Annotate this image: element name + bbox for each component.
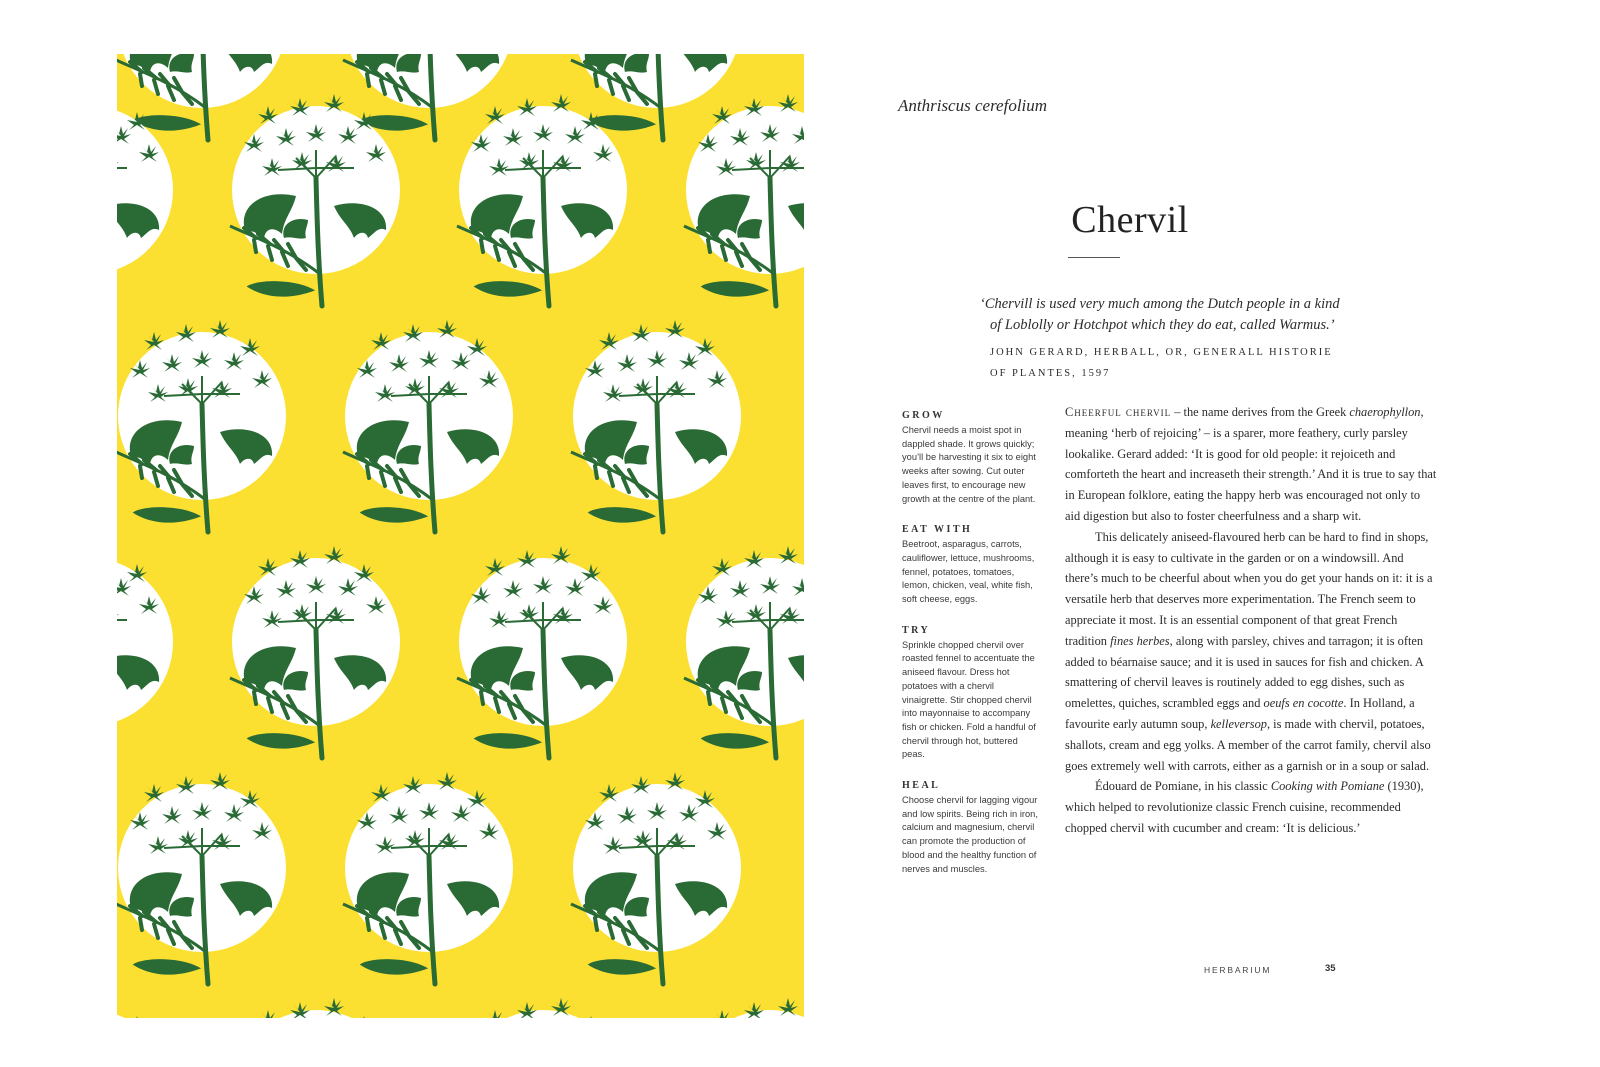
chervil-flower-icon [571,772,741,984]
epigraph-quote [980,294,1360,336]
lead-in: Cheerful chervil [1065,405,1172,419]
page-title: Chervil [1071,199,1189,241]
sidebar-section-eat-with [902,524,1042,607]
chervil-flower-icon [457,998,627,1018]
attribution-line: JOHN GERARD, HERBALL, OR, GENERALL HISTORIE [990,347,1333,358]
chervil-flower-icon [117,772,286,984]
chervil-pattern-illustration [117,54,804,1018]
italic-term: fines herbes [1110,633,1170,648]
chervil-flower-icon [230,546,400,758]
text-run: – the name derives from the Greek [1171,405,1350,419]
body-text [1065,402,1437,839]
latin-name: Anthriscus cerefolium [898,96,1048,115]
text-run: , along with parsley, chives and tarragon; it is often added to béarnaise sauce; and it is used in sauces for fish and chicken. A smattering of chervil leaves is routinely added to egg dishes, such as omelettes, quiches, scrambled eggs and [1065,633,1424,711]
chervil-flower-icon [343,772,513,984]
chervil-pattern-svg [117,54,804,1018]
text-run: . In Holland, a favourite early autumn soup, [1065,696,1415,731]
chervil-flower-icon [117,546,173,758]
italic-term: chaerophyllon [1349,405,1421,419]
sidebar-heading: TRY [902,624,931,636]
sidebar-text: Beetroot, asparagus, carrots, cauliflower, lettuce, mushrooms, fennel, potatoes, tomatoes, lemon, chicken, veal, white fish, soft cheese, eggs. [902,539,1035,605]
text-run: (1930), which helped to revolutionize classic French cuisine, recommended chopped chervil with cucumber and cream: ‘It is delicious.’ [1065,779,1424,835]
epigraph-attribution [990,342,1360,384]
chervil-flower-icon [684,998,804,1018]
body-paragraph [1065,402,1437,527]
sidebar-text: Chervil needs a moist spot in dappled shade. It grows quickly; you’ll be harvesting it six to eight weeks after sowing. Cut outer leaves first, to encourage new growth at the centre of the plant. [902,425,1036,504]
text-run: Édouard de Pomiane, in his classic [1095,779,1271,794]
text-run: , meaning ‘herb of rejoicing’ – is a sparer, more feathery, curly parsley lookalike. Gerard added: ‘It is good for old people: it rejoiceth and comforteth the heart and increaseth their strength.’ And it is true to say that in European folklore, eating the happy herb was encouraged not only to aid digestion but also to foster cheerfulness and a sharp wit. [1065,405,1437,523]
sidebar-text: Choose chervil for lagging vigour and low spirits. Being rich in iron, calcium and magnesium, chervil can promote the production of blood and the healthy function of nerves and muscles. [902,795,1038,874]
title-rule [1068,257,1120,258]
epigraph [980,294,1360,384]
sidebar-section-grow [902,410,1042,506]
running-footer: HERBARIUM [1204,965,1272,975]
chervil-flower-icon [684,94,804,306]
attribution-line: OF PLANTES, 1597 [990,368,1111,379]
italic-term: oeufs en cocotte [1263,696,1344,711]
sidebar-text: Sprinkle chopped chervil over roasted fennel to accentuate the aniseed flavour. Dress hot potatoes with a chervil vinaigrette. Stir chopped chervil into mayonnaise to accompany fish or chicken. Fold a handful of chervil through hot, buttered peas. [902,639,1036,760]
chervil-flower-icon [117,320,286,532]
chervil-flower-icon [117,998,173,1018]
chervil-flower-icon [230,998,400,1018]
sidebar-heading: HEAL [902,780,941,792]
italic-term: Cooking with Pomiane [1270,779,1385,794]
body-paragraph [1065,776,1437,838]
pattern-group [117,54,804,1018]
chervil-flower-icon [457,546,627,758]
sidebar-section-heal [902,780,1042,876]
sidebar [902,410,1042,894]
sidebar-section-try [902,625,1042,762]
body-paragraph [1065,527,1437,777]
chervil-flower-icon [343,320,513,532]
text-run: This delicately aniseed-flavoured herb can be hard to find in shops, although it is easy to cultivate in the garden or on a windowsill. And there’s much to be cheerful about when you do get your hands on it: it is a versatile herb that deserves more experimentation. The French seem to appreciate it most. It is an essential component of that great French tradition [1065,529,1433,648]
epigraph-line: ‘Chervill is used very much among the Dutch people in a kind [980,296,1340,312]
text-run: , is made with chervil, potatoes, shallots, cream and egg yolks. A member of the carrot family, chervil also goes extremely well with carrots, either as a garnish or in a soup or salad. [1065,716,1431,773]
page-number: 35 [1325,963,1336,974]
sidebar-heading: GROW [902,410,945,421]
epigraph-line: of Loblolly or Hotchpot which they do eat, called Warmus.’ [990,317,1335,333]
sidebar-heading: EAT WITH [902,524,973,536]
chervil-flower-icon [571,320,741,532]
italic-term: kelleversop [1210,716,1267,731]
chervil-flower-icon [684,546,804,758]
